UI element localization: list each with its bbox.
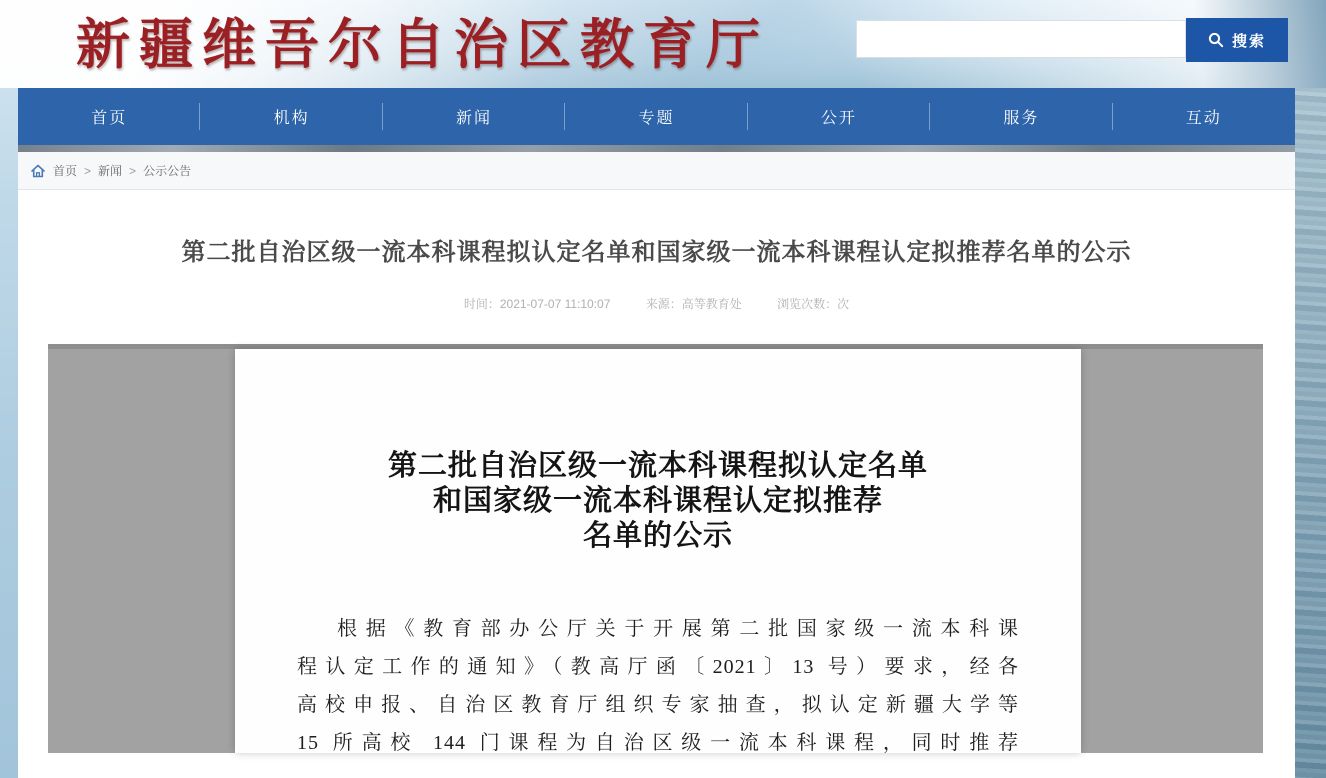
- search-button[interactable]: [1186, 18, 1288, 62]
- article-area: [18, 190, 1295, 778]
- nav-item-public[interactable]: [748, 88, 930, 145]
- nav-item-interaction[interactable]: [1113, 88, 1295, 145]
- search-input[interactable]: [856, 20, 1186, 58]
- document-title-line: 第二批自治区级一流本科课程拟认定名单: [387, 450, 928, 482]
- banner-photo-strip: [18, 145, 1295, 152]
- document-title-line: 名单的公示: [582, 520, 733, 552]
- nav-item-topics[interactable]: [565, 88, 747, 145]
- document-body-line: 根据《教育部办公厅关于开展第二批国家级一流本科课: [337, 618, 1019, 640]
- nav-item-label: 互动: [1185, 110, 1222, 127]
- pdf-viewer[interactable]: [48, 344, 1263, 753]
- search-button-label: 搜索: [1231, 32, 1266, 50]
- background-trees: [1295, 88, 1326, 778]
- nav-item-label: 新闻: [456, 110, 493, 127]
- nav-item-label: 机构: [273, 110, 310, 127]
- nav-item-label: 专题: [638, 110, 675, 127]
- nav-item-services[interactable]: [930, 88, 1112, 145]
- breadcrumb-news[interactable]: 新闻: [98, 164, 123, 178]
- document-title-line: 和国家级一流本科课程认定拟推荐: [432, 485, 883, 517]
- breadcrumb-separator: >: [84, 163, 92, 178]
- breadcrumb-current: 公示公告: [143, 164, 192, 178]
- meta-views: 浏览次数：次: [777, 297, 850, 311]
- document-body-line: 程认定工作的通知》（教高厅函〔2021〕13 号）要求，经各: [297, 656, 1019, 678]
- article-meta: [18, 295, 1295, 312]
- document-body-line: 15 所高校 144 门课程为自治区级一流本科课程，同时推荐: [297, 732, 1019, 753]
- document-title: [235, 449, 1081, 554]
- nav-item-organization[interactable]: [200, 88, 382, 145]
- meta-time: 时间：2021-07-07 11:10:07: [463, 297, 611, 311]
- search-icon: [1208, 32, 1224, 48]
- site-title: 新疆维吾尔自治区教育厅: [76, 15, 769, 75]
- meta-source: 来源：高等教育处: [645, 297, 742, 311]
- nav-item-news[interactable]: [383, 88, 565, 145]
- nav-item-label: 首页: [91, 110, 128, 127]
- site-header: [0, 0, 1326, 88]
- breadcrumb: [18, 152, 1295, 190]
- nav-item-home[interactable]: [18, 88, 200, 145]
- document-body: [235, 610, 1081, 753]
- breadcrumb-home[interactable]: 首页: [53, 164, 78, 178]
- breadcrumb-separator: >: [129, 163, 137, 178]
- main-nav: [18, 88, 1295, 145]
- document-page: [235, 349, 1081, 753]
- nav-item-label: 服务: [1003, 110, 1040, 127]
- document-body-line: 高校申报、自治区教育厅组织专家抽查，拟认定新疆大学等: [297, 694, 1019, 716]
- nav-item-label: 公开: [820, 110, 857, 127]
- home-icon[interactable]: [30, 163, 46, 179]
- article-title: 第二批自治区级一流本科课程拟认定名单和国家级一流本科课程认定拟推荐名单的公示: [181, 239, 1132, 266]
